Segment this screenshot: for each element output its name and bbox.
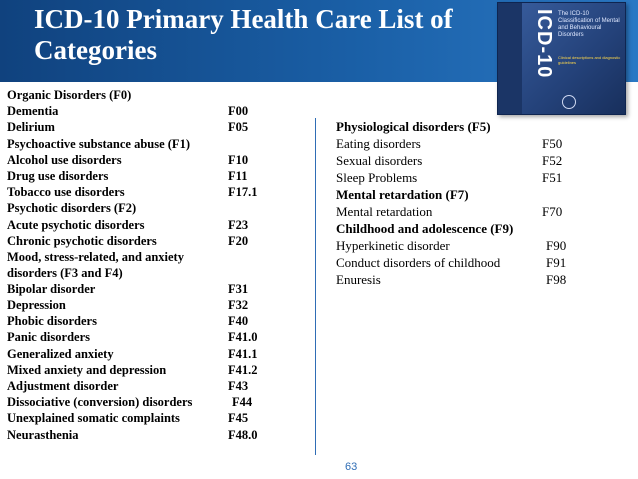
list-item xyxy=(336,203,626,220)
list-item xyxy=(7,362,297,378)
category-label: Phobic disorders xyxy=(7,314,97,329)
category-label: Bipolar disorder xyxy=(7,281,96,296)
category-label: Psychoactive substance abuse (F1) xyxy=(7,136,190,151)
list-item xyxy=(7,103,297,119)
left-category-list xyxy=(7,87,297,443)
category-label: Sleep Problems xyxy=(336,170,418,185)
category-label: Drug use disorders xyxy=(7,168,109,183)
category-label: Generalized anxiety xyxy=(7,346,114,361)
list-item xyxy=(7,346,297,362)
category-label: Physiological disorders (F5) xyxy=(336,119,491,134)
category-label: Panic disorders xyxy=(7,330,90,345)
category-code: F98 xyxy=(546,272,567,287)
page-number: 63 xyxy=(345,461,358,473)
list-item xyxy=(336,271,626,288)
category-label: Delirium xyxy=(7,120,55,135)
list-item xyxy=(336,186,626,203)
category-label: Conduct disorders of childhood xyxy=(336,255,501,270)
category-label: Organic Disorders (F0) xyxy=(7,88,132,102)
category-code: F45 xyxy=(228,411,249,426)
category-label: Psychotic disorders (F2) xyxy=(7,201,137,216)
category-code: F31 xyxy=(228,281,249,296)
category-code: F17.1 xyxy=(228,185,258,200)
category-code: F52 xyxy=(542,153,563,168)
category-label: Depression xyxy=(7,298,66,313)
category-label: Sexual disorders xyxy=(336,153,423,168)
category-code: F43 xyxy=(228,379,249,393)
category-label: Dementia xyxy=(7,104,59,119)
column-divider xyxy=(315,118,316,455)
list-item xyxy=(7,233,297,249)
category-label: Neurasthenia xyxy=(7,427,79,442)
category-label: Eating disorders xyxy=(336,136,421,151)
list-item xyxy=(7,297,297,313)
list-item xyxy=(7,427,297,443)
category-code: F44 xyxy=(232,395,253,410)
list-item xyxy=(7,200,297,216)
list-item xyxy=(336,254,626,271)
list-item xyxy=(336,118,626,135)
list-item xyxy=(7,136,297,152)
category-label: Alcohol use disorders xyxy=(7,152,122,167)
category-code: F90 xyxy=(546,238,567,253)
category-code: F51 xyxy=(542,170,563,185)
category-code: F23 xyxy=(228,217,249,232)
list-item xyxy=(7,184,297,200)
list-item xyxy=(7,410,297,426)
category-code: F00 xyxy=(228,104,249,119)
list-item xyxy=(7,119,297,135)
category-code: F05 xyxy=(228,120,249,135)
list-item xyxy=(7,87,297,103)
category-label: Adjustment disorder xyxy=(7,379,119,393)
book-subtitle: Clinical descriptions and diagnostic guidelines xyxy=(558,55,621,65)
list-item xyxy=(336,135,626,152)
category-label: Mood, stress-related, and anxiety disorders (F3 and F4) xyxy=(7,249,184,280)
category-label: Unexplained somatic complaints xyxy=(7,411,180,426)
list-item xyxy=(336,169,626,186)
category-label: Acute psychotic disorders xyxy=(7,217,145,232)
category-label: Childhood and adolescence (F9) xyxy=(336,221,514,236)
category-label: Chronic psychotic disorders xyxy=(7,233,157,248)
list-item xyxy=(7,168,297,184)
category-code: F10 xyxy=(228,152,249,167)
list-item xyxy=(7,152,297,168)
right-category-list xyxy=(336,118,626,288)
category-label: Enuresis xyxy=(336,272,381,287)
list-item xyxy=(7,281,297,297)
list-item xyxy=(7,313,297,329)
list-item xyxy=(7,249,297,281)
category-code: F32 xyxy=(228,298,249,313)
category-label: Mental retardation (F7) xyxy=(336,187,469,202)
list-item xyxy=(336,220,626,237)
category-code: F41.2 xyxy=(228,362,258,377)
who-emblem-icon xyxy=(562,95,576,109)
list-item xyxy=(7,329,297,345)
book-spine xyxy=(498,3,522,114)
book-cover-image xyxy=(497,2,626,115)
category-code: F41.0 xyxy=(228,330,258,345)
category-code: F41.1 xyxy=(228,346,258,361)
category-code: F40 xyxy=(228,314,249,329)
category-code: F48.0 xyxy=(228,427,258,442)
category-code: F50 xyxy=(542,136,563,151)
list-item xyxy=(336,152,626,169)
book-title: The ICD-10 Classification of Mental and Behavioural Disorders xyxy=(558,11,620,38)
category-label: Mixed anxiety and depression xyxy=(7,362,167,377)
category-code: F20 xyxy=(228,233,249,248)
list-item xyxy=(336,237,626,254)
category-label: Mental retardation xyxy=(336,204,433,219)
category-code: F11 xyxy=(228,168,248,183)
list-item xyxy=(7,394,297,410)
list-item xyxy=(7,378,297,394)
list-item xyxy=(7,217,297,233)
category-label: Hyperkinetic disorder xyxy=(336,238,450,253)
book-logo: ICD-10 xyxy=(533,9,555,79)
category-label: Dissociative (conversion) disorders xyxy=(7,395,193,410)
category-code: F70 xyxy=(542,204,563,219)
category-label: Tobacco use disorders xyxy=(7,185,125,200)
slide-title: ICD-10 Primary Health Care List of Categories xyxy=(34,4,453,65)
category-code: F91 xyxy=(546,255,567,270)
